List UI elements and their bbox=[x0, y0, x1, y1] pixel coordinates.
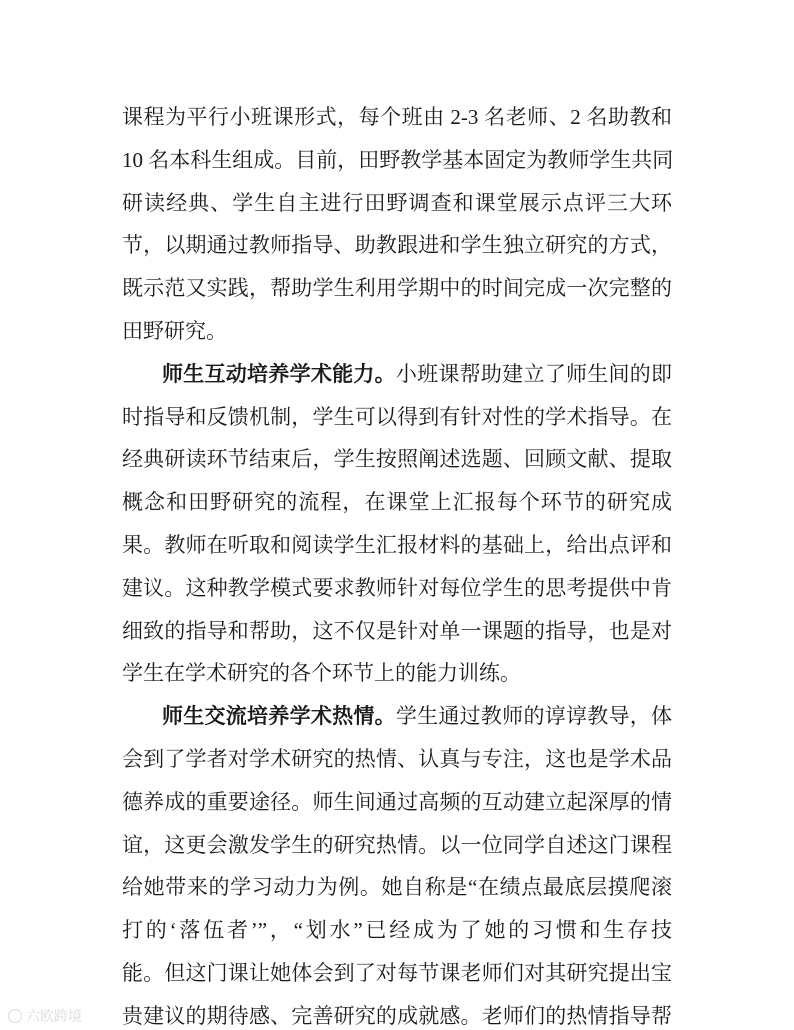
text-line: 研读经典、学生自主进行田野调查和课堂展示点评三大环 bbox=[122, 190, 672, 215]
text-line: 10 名本科生组成。目前，田野教学基本固定为教师学生共同 bbox=[122, 147, 674, 172]
text-line: 会到了学者对学术研究的热情、认真与专注，这也是学术品 bbox=[122, 746, 672, 771]
text-line: 能。但这门课让她体会到了对每节课老师们对其研究提出宝 bbox=[122, 960, 672, 985]
paragraph-heading: 师生互动培养学术能力。 bbox=[162, 361, 396, 386]
text-line: 打的‘落伍者’”，“划水”已经成为了她的习惯和生存技 bbox=[122, 918, 672, 943]
text-line: 时指导和反馈机制，学生可以得到有针对性的学术指导。在 bbox=[122, 404, 672, 429]
document-body bbox=[122, 104, 672, 1029]
text-line-with-heading bbox=[122, 703, 672, 729]
heading-line-text: 学生通过教师的谆谆教导，体 bbox=[395, 704, 673, 729]
text-line: 贵建议的期待感、完善研究的成就感。老师们的热情指导帮 bbox=[122, 1003, 672, 1028]
text-line: 节，以期通过教师指导、助教跟进和学生独立研究的方式， bbox=[122, 233, 672, 258]
text-line-with-heading bbox=[122, 361, 672, 387]
heading-line-text: 小班课帮助建立了师生间的即 bbox=[395, 361, 673, 386]
text-line: 德养成的重要途径。师生间通过高频的互动建立起深厚的情 bbox=[122, 789, 672, 814]
text-line: 课程为平行小班课形式，每个班由 2-3 名老师、2 名助教和 bbox=[122, 105, 672, 129]
paragraph-heading: 师生交流培养学术热情。 bbox=[162, 704, 396, 729]
text-line: 细致的指导和帮助，这不仅是针对单一课题的指导，也是对 bbox=[122, 618, 672, 643]
text-line: 谊，这更会激发学生的研究热情。以一位同学自述这门课程 bbox=[122, 832, 672, 857]
watermark bbox=[8, 1006, 82, 1026]
text-line: 学生在学术研究的各个环节上的能力训练。 bbox=[122, 661, 521, 686]
text-line: 田野研究。 bbox=[122, 318, 227, 343]
text-line: 给她带来的学习动力为例。她自称是“在绩点最底层摸爬滚 bbox=[122, 875, 672, 900]
text-line: 建议。这种教学模式要求教师针对每位学生的思考提供中肯 bbox=[122, 575, 672, 600]
text-line: 既示范又实践，帮助学生利用学期中的时间完成一次完整的 bbox=[122, 276, 672, 301]
brand-logo-icon bbox=[8, 1009, 22, 1023]
text-line: 经典研读环节结束后，学生按照阐述选题、回顾文献、提取 bbox=[122, 447, 672, 472]
text-line: 果。教师在听取和阅读学生汇报材料的基础上，给出点评和 bbox=[122, 532, 672, 557]
watermark-text: 六欧跨境 bbox=[26, 1009, 82, 1025]
text-line: 概念和田野研究的流程，在课堂上汇报每个环节的研究成 bbox=[122, 490, 672, 515]
